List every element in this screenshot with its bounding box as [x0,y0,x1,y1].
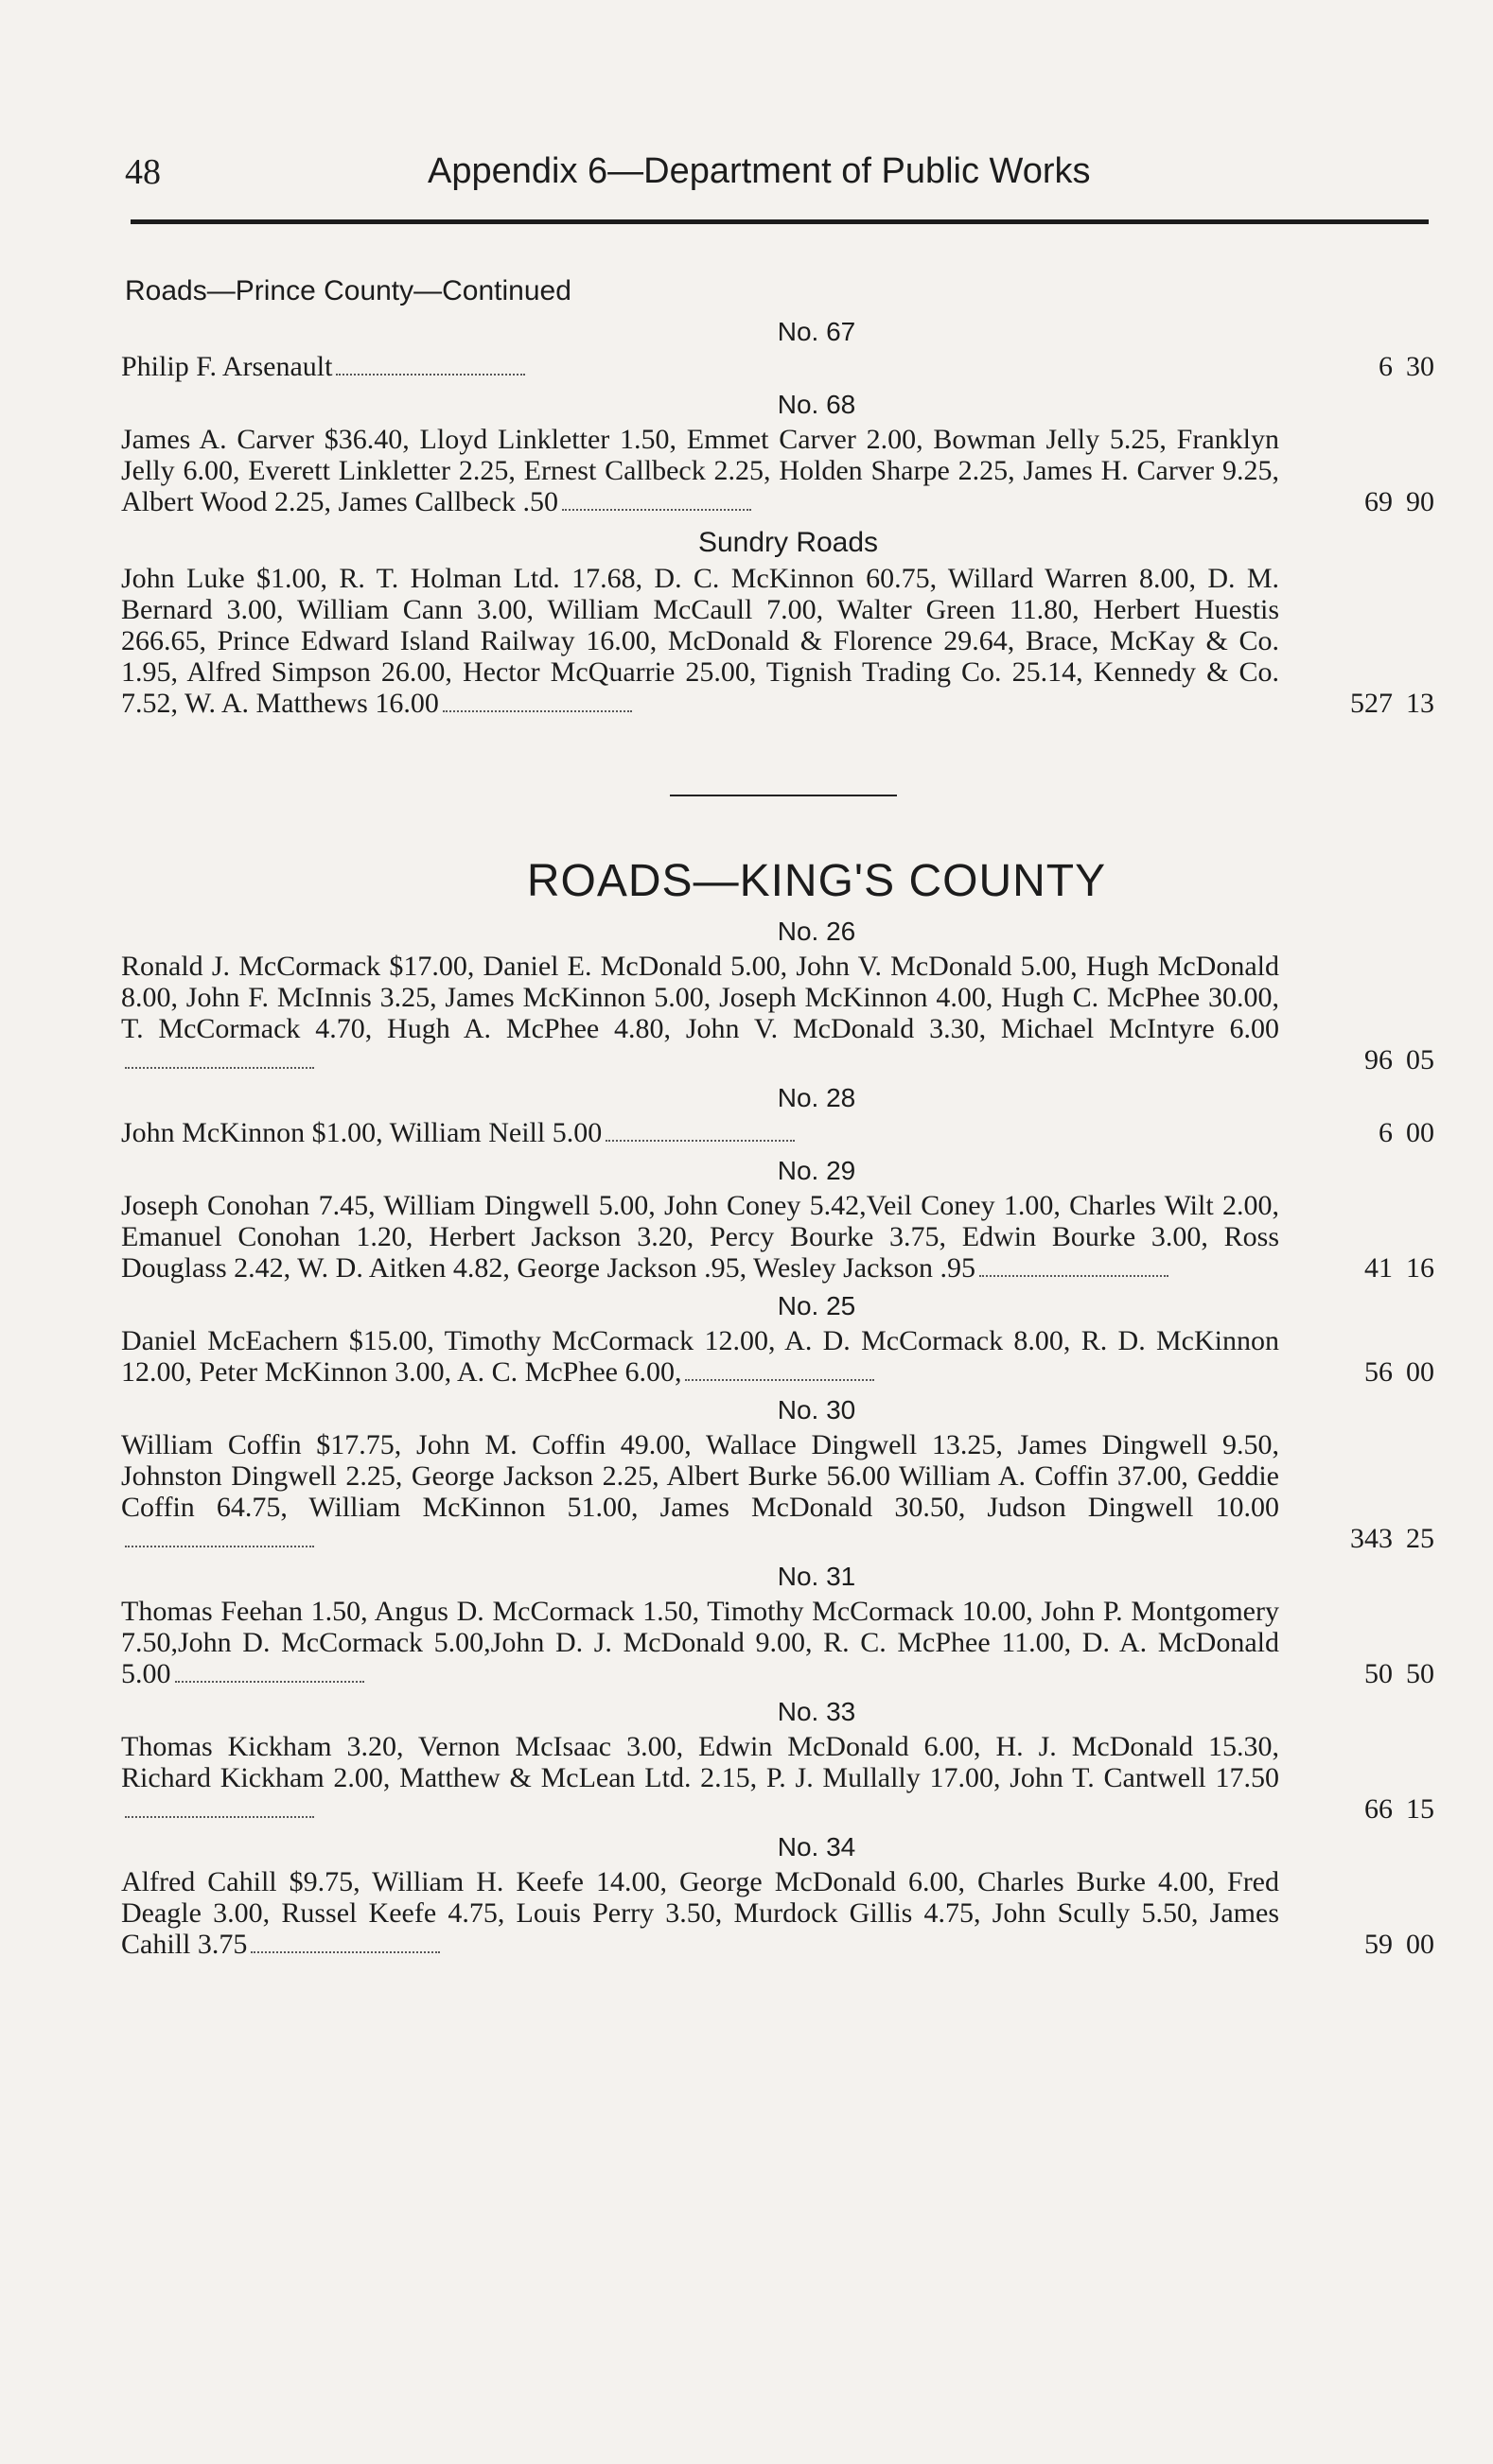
dotted-leader [606,1140,795,1142]
entry-number: No. 26 [777,917,856,946]
total-cents: 16 [1406,1252,1434,1284]
entry-text [121,1429,1279,1554]
dotted-leader [251,1951,440,1953]
entry-text [121,1731,1279,1825]
entry-number: No. 68 [777,390,856,419]
total-dollars: 96 [1364,1044,1393,1075]
total-dollars: 69 [1364,486,1393,517]
dotted-leader [175,1681,364,1683]
kings-county-entries [121,917,1455,1960]
entry-total [1311,351,1434,382]
entry-text [121,424,1279,517]
page-header [125,151,1431,208]
total-dollars: 41 [1364,1252,1393,1284]
entry-total [1311,1117,1434,1148]
ledger-entry [121,1866,1455,1960]
entry-total [1311,1929,1434,1960]
entry-payees: John Luke $1.00, R. T. Holman Ltd. 17.68, D. C. McKinnon 60.75, Willard Warren 8.00, D. M. Bernard 3.00, William Cann 3.00, William McCaull 7.00, Walter Green 11.80, Herbert Huestis 266.65, Prince Edward Island Railway 16.00, McDonald & Florence 29.64, Brace, McKay & Co. 1.95, Alfred Simpson 26.00, Hector McQuarrie 25.00, Tignish Trading Co. 25.14, Kennedy & Co. 7.52, W. A. Matthews 16.00 [121,563,1279,719]
entry-number: No. 31 [777,1562,856,1591]
ledger-entry [121,424,1455,517]
total-cents: 13 [1406,688,1434,719]
ledger-entry [121,1429,1455,1554]
total-cents: 30 [1406,351,1434,382]
dotted-leader [443,710,632,712]
total-cents: 50 [1406,1658,1434,1689]
dotted-leader [336,374,525,376]
entry-number: No. 34 [777,1832,856,1861]
ledger-entry [121,1731,1455,1825]
ledger-entry [121,1117,1455,1148]
ledger-entry [121,1190,1455,1284]
entry-payees: Joseph Conohan 7.45, William Dingwell 5.00, John Coney 5.42,Veil Coney 1.00, Charles Wilt 2.00, Emanuel Conohan 1.20, Herbert Jackson 3.20, Percy Bourke 3.75, Edwin Bourke 3.00, Ross Douglass 2.42, W. D. Aitken 4.82, George Jackson .95, Wesley Jackson .95 [121,1190,1279,1284]
total-dollars: 343 [1350,1523,1393,1554]
entry-payees: Daniel McEachern $15.00, Timothy McCormack 12.00, A. D. McCormack 8.00, R. D. McKinnon 12.00, Peter McKinnon 3.00, A. C. McPhee 6.00, [121,1325,1279,1388]
total-cents: 25 [1406,1523,1434,1554]
entry-total [1311,486,1434,517]
total-cents: 05 [1406,1044,1434,1075]
ledger-entry [121,951,1455,1075]
entry-number: No. 29 [777,1156,856,1185]
dotted-leader [125,1816,314,1818]
entry-number: Sundry Roads [697,527,879,558]
total-dollars: 6 [1379,1117,1393,1148]
entry-number: No. 25 [777,1291,856,1320]
total-dollars: 66 [1364,1793,1393,1825]
page-number: 48 [125,152,161,192]
entry-text [121,1866,1279,1960]
dotted-leader [979,1275,1168,1277]
total-dollars: 527 [1350,688,1393,719]
entry-number: No. 67 [777,317,856,346]
entry-text [121,1117,1279,1148]
total-dollars: 6 [1379,351,1393,382]
total-cents: 00 [1406,1356,1434,1388]
total-cents: 00 [1406,1117,1434,1148]
dotted-leader [685,1379,874,1381]
entry-number: No. 30 [777,1395,856,1424]
dotted-leader [125,1067,314,1069]
ledger-entry [121,351,1455,382]
entry-payees: Alfred Cahill $9.75, William H. Keefe 14.00, George McDonald 6.00, Charles Burke 4.00, Fred Deagle 3.00, Russel Keefe 4.75, Louis Perry 3.50, Murdock Gillis 4.75, John Scully 5.50, James Cahill 3.75 [121,1866,1279,1960]
entry-total [1311,688,1434,719]
entry-total [1311,1523,1434,1554]
prince-county-entries [121,317,1455,719]
entry-total [1311,1356,1434,1388]
header-rule [131,219,1429,224]
section-heading-prince-county: Roads—Prince County—Continued [125,275,571,306]
entry-number: No. 28 [777,1083,856,1112]
dotted-leader [562,509,751,511]
ledger-entry [121,1596,1455,1689]
entry-payees: Philip F. Arsenault [121,351,333,382]
entry-payees: William Coffin $17.75, John M. Coffin 49.00, Wallace Dingwell 13.25, James Dingwell 9.50, Johnston Dingwell 2.25, George Jackson 2.25, Albert Burke 56.00 William A. Coffin 37.00, Geddie Coffin 64.75, William McKinnon 51.00, James McDonald 30.50, Judson Dingwell 10.00 [121,1429,1279,1523]
total-cents: 00 [1406,1929,1434,1960]
entry-total [1311,1658,1434,1689]
total-dollars: 50 [1364,1658,1393,1689]
entry-text [121,951,1279,1075]
entry-text [121,563,1279,719]
entry-total [1311,1044,1434,1075]
entry-payees: Thomas Kickham 3.20, Vernon McIsaac 3.00, Edwin McDonald 6.00, H. J. McDonald 15.30, Richard Kickham 2.00, Matthew & McLean Ltd. 2.15, P. J. Mullally 17.00, John T. Cantwell 17.50 [121,1731,1279,1793]
total-dollars: 56 [1364,1356,1393,1388]
page-content [121,270,1455,1960]
entry-payees: James A. Carver $36.40, Lloyd Linkletter 1.50, Emmet Carver 2.00, Bowman Jelly 5.25, Franklyn Jelly 6.00, Everett Linkletter 2.25, Ernest Callbeck 2.25, Holden Sharpe 2.25, James H. Carver 9.25, Albert Wood 2.25, James Callbeck .50 [121,424,1279,517]
entry-payees: Ronald J. McCormack $17.00, Daniel E. McDonald 5.00, John V. McDonald 5.00, Hugh McDonald 8.00, John F. McInnis 3.25, James McKinnon 5.00, Joseph McKinnon 4.00, Hugh C. McPhee 30.00, T. McCormack 4.70, Hugh A. McPhee 4.80, John V. McDonald 3.30, Michael McIntyre 6.00 [121,951,1279,1044]
entry-payees: Thomas Feehan 1.50, Angus D. McCormack 1.50, Timothy McCormack 10.00, John P. Montgomery 7.50,John D. McCormack 5.00,John D. J. McDonald 9.00, R. C. McPhee 11.00, D. A. McDonald 5.00 [121,1596,1279,1689]
entry-payees: John McKinnon $1.00, William Neill 5.00 [121,1117,603,1148]
ledger-entry [121,1325,1455,1388]
entry-number: No. 33 [777,1697,856,1726]
entry-text [121,351,1279,382]
entry-total [1311,1793,1434,1825]
entry-text [121,1190,1279,1284]
section-separator [670,795,897,796]
entry-text [121,1596,1279,1689]
ledger-entry [121,563,1455,719]
total-cents: 15 [1406,1793,1434,1825]
entry-text [121,1325,1279,1388]
total-dollars: 59 [1364,1929,1393,1960]
running-title: Appendix 6—Department of Public Works [428,151,1091,191]
section-title-kings-county: ROADS—KING'S COUNTY [526,856,1107,906]
dotted-leader [125,1546,314,1547]
entry-total [1311,1252,1434,1284]
total-cents: 90 [1406,486,1434,517]
